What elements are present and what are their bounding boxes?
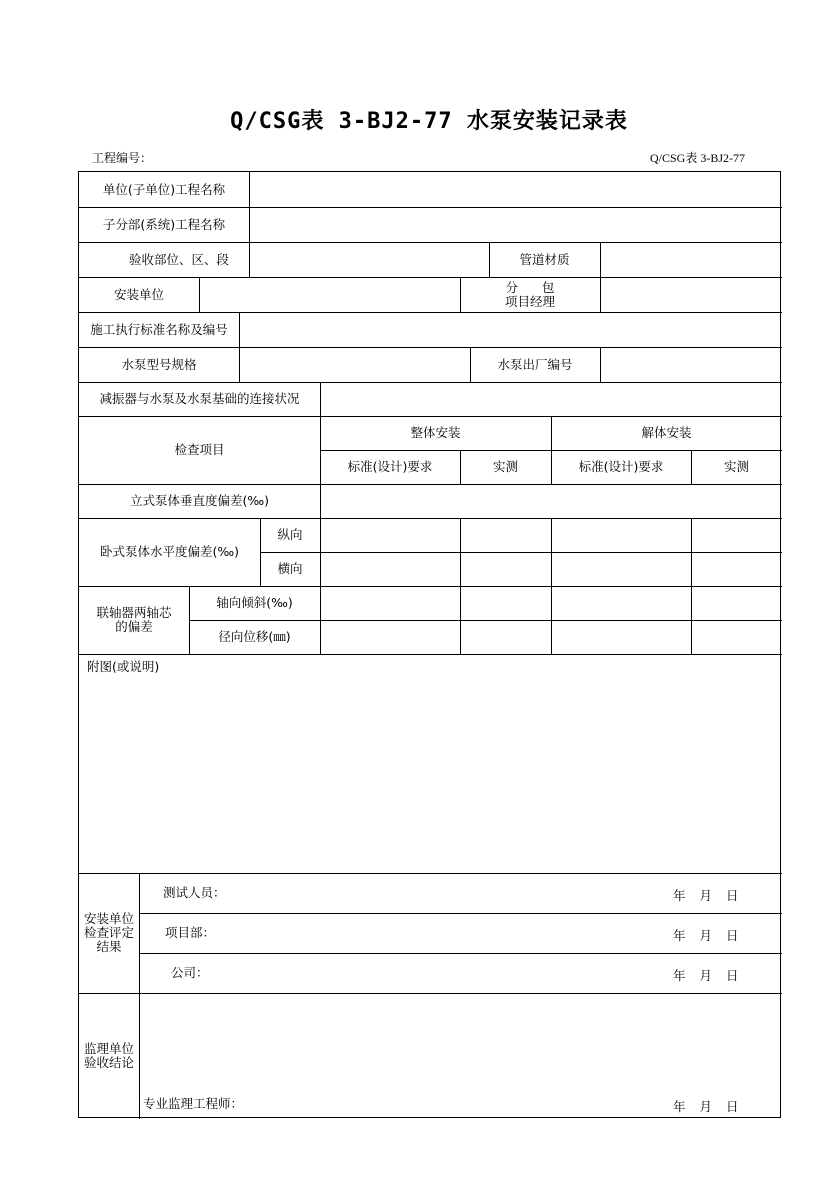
project-manager-text: 项目经理 xyxy=(504,293,555,309)
project-dept-label: 项目部： xyxy=(165,925,216,941)
check-item-header: 检查项目 xyxy=(174,442,225,458)
installer-eval-label xyxy=(79,873,139,993)
whole-measured-header: 实测 xyxy=(492,459,518,475)
split-measured-header: 实测 xyxy=(723,459,749,475)
installer-label: 安装单位 xyxy=(113,286,164,302)
project-dept-date: 年 月 日 xyxy=(673,928,739,943)
axial-tilt-label: 轴向倾斜(‰) xyxy=(216,595,293,611)
split-install-header: 解体安装 xyxy=(641,425,692,441)
tester-label: 测试人员： xyxy=(163,885,226,901)
installer-eval-text-1: 安装单位 xyxy=(83,911,134,927)
horizontal-deviation-label: 卧式泵体水平度偏差(‰) xyxy=(99,544,240,560)
supervision-text-1: 监理单位 xyxy=(83,1041,134,1057)
form-code: Q/CSG表 3-BJ2-77 xyxy=(650,151,746,165)
coupling-deviation-label xyxy=(79,586,189,654)
longitudinal-label: 纵向 xyxy=(277,527,303,543)
project-number-label: 工程编号： xyxy=(92,151,153,165)
split-std-req-header: 标准(设计)要求 xyxy=(578,459,664,475)
pump-serial-label: 水泵出厂编号 xyxy=(497,356,573,372)
coupling-text-2: 的偏差 xyxy=(115,619,153,634)
installer-eval-text-2: 检查评定 xyxy=(83,925,134,941)
sub-pack-text: 分 包 xyxy=(505,279,555,295)
standard-label: 施工执行标准名称及编号 xyxy=(90,321,228,337)
tester-date: 年 月 日 xyxy=(673,888,739,903)
company-date: 年 月 日 xyxy=(673,968,739,983)
pipe-material-label: 管道材质 xyxy=(519,251,570,267)
damper-connection-label: 减振器与水泵及水泵基础的连接状况 xyxy=(99,391,300,407)
supervision-date: 年 月 日 xyxy=(673,1099,739,1114)
coupling-text-1: 联轴器两轴芯 xyxy=(96,605,172,621)
radial-displacement-label: 径向位移(㎜) xyxy=(218,629,291,645)
sub-project-label: 子分部(系统)工程名称 xyxy=(102,216,226,232)
unit-project-label: 单位(子单位)工程名称 xyxy=(102,181,226,197)
pump-model-label: 水泵型号规格 xyxy=(121,356,197,372)
supervision-label xyxy=(79,993,139,1119)
whole-install-header: 整体安装 xyxy=(410,425,461,441)
whole-std-req-header: 标准(设计)要求 xyxy=(347,459,433,475)
page-title: Q/CSG表 3-BJ2-77 水泵安装记录表 xyxy=(230,109,628,134)
company-label: 公司： xyxy=(171,965,209,981)
attachment-label: 附图(或说明) xyxy=(87,659,160,675)
installer-eval-text-3: 结果 xyxy=(96,938,122,954)
subcontract-manager-label xyxy=(460,277,600,312)
vertical-deviation-label: 立式泵体垂直度偏差(‰) xyxy=(129,493,270,509)
transverse-label: 横向 xyxy=(277,561,303,577)
acceptance-section-label: 验收部位、区、段 xyxy=(128,251,229,267)
supervision-text-2: 验收结论 xyxy=(83,1055,134,1070)
supervising-engineer-label: 专业监理工程师： xyxy=(143,1096,244,1112)
record-form xyxy=(78,171,781,1118)
